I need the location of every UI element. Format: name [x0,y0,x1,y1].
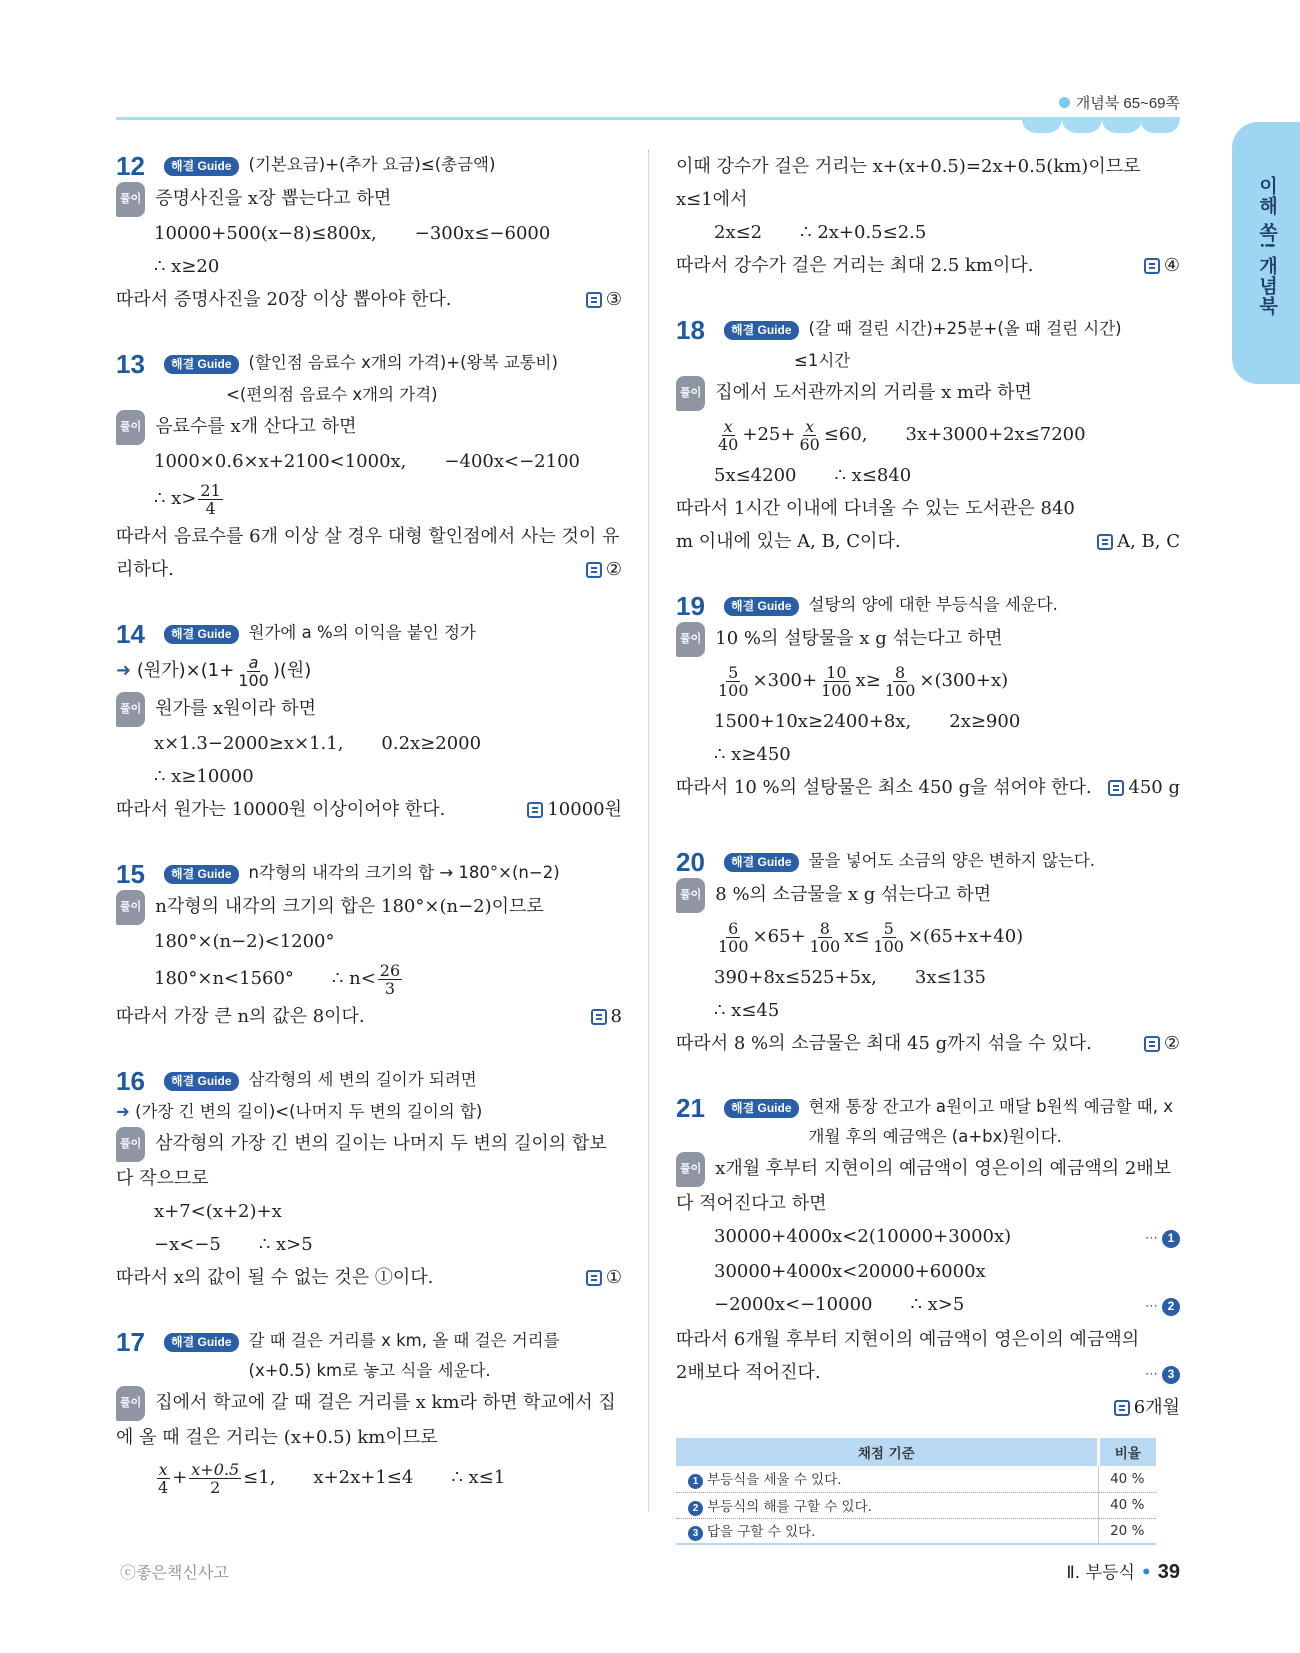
math-line [676,657,1180,705]
answer-value: A, B, C [1117,531,1180,552]
guide-badge: 해결 Guide [164,157,239,176]
math-line [676,1288,1180,1323]
math-text: 0.2x≥2000 [381,733,482,754]
step-mark-3: 3 [1162,1366,1180,1384]
numerator: x [158,1459,168,1479]
math-text: 2x≤2 [714,222,763,243]
solution-badge: 풀이 [676,878,705,913]
numerator: a [248,652,259,672]
page-footer [1066,1558,1180,1584]
left-column [116,150,622,1502]
fraction [819,664,854,699]
header-scallop [1022,119,1062,133]
guide-formula [116,1097,622,1127]
guide-text: 설탕의 양에 대한 부등식을 세운다. [808,595,1058,614]
solution-badge: 풀이 [116,692,145,727]
math-text: 1000×0.6×x+2100<1000x, [154,451,407,472]
step-marker: ⋯ 1 [1145,1220,1180,1255]
math-line [676,411,1180,459]
answer-icon [1144,1036,1160,1052]
answer-value: 8 [610,1006,622,1027]
conclusion-text: 따라서 10 %의 설탕물은 최소 450 g을 섞어야 한다. [676,777,1092,798]
fraction [156,1461,170,1496]
table-row [676,1518,1156,1544]
page-reference [1059,92,1180,113]
numerator: x [805,416,815,436]
math-line: 180°×(n−2)<1200° [154,931,335,952]
answer-icon [586,292,602,308]
separator-dot: • [1140,1563,1152,1583]
answer-row [116,283,622,316]
math-text: 2x≥900 [949,711,1021,732]
denominator: 100 [238,670,269,690]
answer-icon [1144,258,1160,274]
step-mark: 2 [688,1501,703,1516]
numerator: 10 [826,662,847,682]
denominator: 100 [821,680,852,700]
question-number: 13 [116,349,145,379]
math-line: x+7<(x+2)+x [154,1201,282,1222]
guide-text: ≤1시간 [794,351,851,370]
denominator: 100 [718,936,749,956]
solution-text: x개월 후부터 지현이의 예금액이 영은이의 예금액의 2배보다 적어진다고 하면 [676,1158,1172,1214]
arrow-icon: ➜ [116,1102,130,1121]
header-rule [116,117,1180,120]
header-scallop [1102,119,1142,133]
math-text: −2000x<−10000 [714,1294,873,1315]
answer-row [116,793,622,826]
math-line [116,217,622,250]
math-line [676,216,1180,249]
header-scallop [1062,119,1102,133]
answer-row [116,553,622,586]
guide-badge: 해결 Guide [164,1072,239,1091]
answer-row [676,1391,1180,1424]
math-text: +25+ [742,424,796,445]
guide-badge: 해결 Guide [724,1099,799,1118]
ratio-cell: 40 % [1098,1466,1156,1492]
solution-badge: 풀이 [676,622,705,657]
criteria-cell [676,1466,1098,1492]
question-number: 12 [116,151,145,181]
math-text: x≥ [855,670,881,691]
numerator: 8 [819,918,830,938]
math-line [116,1228,622,1261]
math-text: ×300+ [752,670,818,691]
math-text: 5x≤4200 [714,465,797,486]
math-text: ∴ x>5 [258,1234,313,1255]
formula-text: )(원) [272,660,312,681]
question-number: 18 [676,315,705,345]
math-text: ∴ n< [331,968,376,989]
math-text: ≤60, [823,424,868,445]
ratio-cell: 20 % [1098,1518,1156,1544]
question-21-header [676,1092,1180,1152]
denominator: 2 [210,1477,221,1497]
math-line [676,913,1180,961]
solution-text: 집에서 학교에 갈 때 걸은 거리를 x km라 하면 학교에서 집에 올 때 걸은 거리는 (x+0.5) km이므로 [116,1392,616,1448]
fraction [808,920,843,955]
formula-text: (원가)×(1+ [136,660,235,681]
guide-badge: 해결 Guide [724,321,799,340]
numerator: 21 [200,480,221,500]
math-text: 3x+3000+2x≤7200 [905,424,1086,445]
math-line: ∴ x≤45 [714,1000,780,1021]
answer [527,793,622,826]
bullet-icon [1059,97,1070,108]
header-scallop [1140,119,1180,133]
answer [1144,1027,1180,1060]
guide-badge: 해결 Guide [164,355,239,374]
answer [1108,771,1180,804]
math-text: 10000+500(x−8)≤800x, [154,223,377,244]
guide-badge: 해결 Guide [164,865,239,884]
scoring-table [676,1438,1156,1545]
math-text: ∴ x≤1 [451,1467,506,1488]
solution-line [676,1152,1180,1220]
conclusion-text: 따라서 증명사진을 20장 이상 뽑아야 한다. [116,289,452,310]
question-number: 14 [116,619,145,649]
answer-value: ② [605,559,622,580]
solution-badge: 풀이 [116,410,145,445]
math-line: 30000+4000x<20000+6000x [714,1261,986,1282]
guide-text: 현재 통장 잔고가 a원이고 매달 b원씩 예금할 때, x개월 후의 예금액은 (a+bx)원이다. [808,1097,1173,1146]
denominator: 100 [884,680,916,700]
math-line [676,459,1180,492]
solution-text: 증명사진을 x장 뽑는다고 하면 [155,188,392,209]
question-number: 17 [116,1327,145,1357]
math-text: −x<−5 [154,1234,221,1255]
arrow-icon: ➜ [116,660,132,681]
conclusion-text: 따라서 6개월 후부터 지현이의 예금액이 영은이의 예금액의 2배보다 적어진다. [676,1329,1140,1383]
column-divider [648,150,649,1512]
question-number: 16 [116,1066,145,1096]
math-line [676,961,1180,994]
math-text: ∴ x≤840 [834,465,912,486]
answer-icon [1097,534,1113,550]
copyright: ⓒ좋은책신사고 [120,1563,229,1582]
answer [1144,249,1180,282]
answer [591,1000,622,1033]
fraction [716,664,751,699]
denominator: 100 [873,936,904,956]
solution-text: 원가를 x원이라 하면 [155,698,316,719]
question-19-header [676,590,1180,622]
conclusion-text: 따라서 음료수를 6개 이상 살 경우 대형 할인점에서 사는 것이 유리하다. [116,526,620,580]
math-text: ×65+ [752,926,806,947]
fraction [236,654,271,689]
solution-badge: 풀이 [116,890,145,925]
solution-line [116,1386,622,1454]
criteria-text: 부등식을 세울 수 있다. [707,1472,842,1489]
solution-text: n각형의 내각의 크기의 합은 180°×(n−2)이므로 [155,896,544,917]
question-20-header [676,846,1180,878]
step-mark-2: 2 [1162,1298,1180,1316]
table-row [676,1466,1156,1492]
question-17-header [116,1326,622,1386]
page-number: 39 [1157,1561,1180,1583]
fraction [378,962,402,997]
solution-line [116,410,622,445]
denominator: 4 [205,498,216,518]
solution-line [116,692,622,727]
math-text: 30000+4000x<2(10000+3000x) [714,1226,1012,1247]
section-title: Ⅱ. 부등식 [1066,1563,1135,1583]
conclusion-text: 따라서 강수가 걸은 거리는 최대 2.5 km이다. [676,255,1034,276]
math-text: ∴ x> [154,488,197,509]
math-line [116,958,622,1000]
criteria-text: 답을 구할 수 있다. [707,1524,816,1541]
guide-text: 물을 넣어도 소금의 양은 변하지 않는다. [808,851,1096,870]
math-text: 3x≤135 [914,967,986,988]
guide-text: 원가에 a %의 이익을 붙인 정가 [248,623,476,642]
guide-text: 삼각형의 세 변의 길이가 되려면 [248,1070,477,1089]
math-text: 390+8x≤525+5x, [714,967,877,988]
solution-text: 8 %의 소금물을 x g 섞는다고 하면 [715,884,992,905]
guide-formula [116,650,622,692]
right-column [676,150,1180,1545]
step-mark: 1 [688,1474,703,1489]
question-number: 20 [676,847,705,877]
math-line: ∴ x≥10000 [154,766,254,787]
numerator: 8 [895,662,906,682]
guide-badge: 해결 Guide [724,597,799,616]
fraction [716,418,740,453]
math-text: x×1.3−2000≥x×1.1, [154,733,344,754]
ratio-cell: 40 % [1098,1492,1156,1518]
math-text: ∴ x>5 [910,1294,965,1315]
question-14-header [116,618,622,650]
answer-row [676,249,1180,282]
math-text: x+2x+1≤4 [313,1467,414,1488]
numerator: 5 [728,662,739,682]
guide-badge: 해결 Guide [164,1333,239,1352]
conclusion-text: 따라서 1시간 이내에 다녀올 수 있는 도서관은 840 m 이내에 있는 A, B, C이다. [676,498,1075,552]
solution-text: 음료수를 x개 산다고 하면 [155,416,357,437]
solution-text: 삼각형의 가장 긴 변의 길이는 나머지 두 변의 길이의 합보다 작으므로 [116,1133,607,1189]
answer [586,1261,622,1294]
formula-text: (가장 긴 변의 길이)<(나머지 두 변의 길이의 합) [135,1102,483,1121]
guide-badge: 해결 Guide [164,625,239,644]
answer-value: ① [605,1267,622,1288]
solution-line [676,376,1180,411]
scoring-header-criteria: 채점 기준 [676,1438,1098,1466]
solution-text: 10 %의 설탕물을 x g 섞는다고 하면 [715,628,1003,649]
conclusion-text: 따라서 원가는 10000원 이상이어야 한다. [116,799,446,820]
question-12-header [116,150,622,182]
fraction [198,482,222,517]
step-mark-1: 1 [1162,1230,1180,1248]
math-text: −300x≤−6000 [414,223,551,244]
numerator: x+0.5 [191,1459,240,1479]
step-marker: ⋯ 2 [1145,1288,1180,1323]
conclusion-text: 따라서 x의 값이 될 수 없는 것은 ①이다. [116,1267,434,1288]
numerator: 5 [883,918,894,938]
numerator: 26 [379,960,401,980]
step-mark: 3 [688,1526,703,1541]
answer-row [116,1000,622,1033]
side-tab-label: 이해 쏙! 개념북 [1256,176,1277,316]
numerator: 6 [728,918,739,938]
answer-icon [591,1009,607,1025]
answer-icon [1114,1400,1130,1416]
solution-line [116,182,622,217]
guide-text: n각형의 내각의 크기의 합 → 180°×(n−2) [248,863,560,882]
solution-text: 집에서 도서관까지의 거리를 x m라 하면 [715,382,1032,403]
answer [586,283,622,316]
denominator: 4 [158,1477,169,1497]
answer-value: 450 g [1128,777,1180,798]
question-15-header [116,858,622,890]
math-line [116,478,622,520]
math-text: −400x<−2100 [444,451,580,472]
solution-badge: 풀이 [116,182,145,217]
step-marker: ⋯ 3 [1145,1356,1180,1391]
fraction [883,664,918,699]
criteria-text: 부등식의 해를 구할 수 있다. [707,1498,872,1515]
conclusion-text: 따라서 8 %의 소금물은 최대 45 g까지 섞을 수 있다. [676,1033,1092,1054]
fraction [797,418,821,453]
question-16-header [116,1065,622,1097]
question-number: 21 [676,1093,705,1123]
solution-line [676,878,1180,913]
denominator: 100 [809,936,841,956]
answer-icon [586,562,602,578]
guide-text: (할인점 음료수 x개의 가격)+(왕복 교통비) [248,353,558,372]
solution-badge: 풀이 [676,376,705,411]
math-line: ∴ x≥20 [154,256,220,277]
fraction [871,920,906,955]
answer-value: 6개월 [1133,1397,1180,1418]
guide-text: (갈 때 걸린 시간)+25분+(올 때 걸린 시간) [808,319,1122,338]
math-text: 180°×n<1560° [154,968,294,989]
criteria-cell [676,1518,1098,1544]
answer-row [116,1261,622,1294]
guide-badge: 해결 Guide [724,853,799,872]
denominator: 60 [799,434,820,454]
answer-value: ④ [1163,255,1180,276]
math-line [676,1220,1180,1255]
table-row [676,1492,1156,1518]
math-text: x≤ [844,926,870,947]
answer-value: 10000원 [547,799,622,820]
math-line: $\frac{x}{4}$ + $\frac{x+0.5}{2}$ ≤1, x+2x+1≤4 ∴ x≤1 [158,1459,506,1497]
answer-value: ② [1163,1033,1180,1054]
math-line [116,445,622,478]
answer [1097,525,1180,558]
question-18-header [676,314,1180,346]
criteria-cell [676,1492,1098,1518]
answer-row [676,771,1180,804]
fraction [716,920,751,955]
math-text: 1500+10x≥2400+8x, [714,711,912,732]
answer [1114,1391,1180,1424]
continued-text: 이때 강수가 걸은 거리는 x+(x+0.5)=2x+0.5(km)이므로 [676,156,1141,177]
solution-badge: 풀이 [116,1127,145,1162]
denominator: 100 [718,680,749,700]
numerator: x [723,416,733,436]
solution-badge: 풀이 [676,1152,705,1187]
question-number: 19 [676,591,705,621]
denominator: 40 [718,434,739,454]
continued-text: x≤1에서 [676,189,748,210]
math-text: ≤1, [243,1467,276,1488]
page-reference-text: 개념북 65~69쪽 [1075,95,1180,112]
solution-line [116,890,622,925]
denominator: 3 [384,978,396,998]
guide-text: 갈 때 걸은 거리를 x km, 올 때 걸은 거리를 (x+0.5) km로 놓고 식을 세운다. [248,1331,560,1380]
guide-text: (기본요금)+(추가 요금)≤(총금액) [248,155,496,174]
guide-text: <(편의점 음료수 x개의 가격) [226,385,438,404]
answer-icon [527,802,543,818]
solution-line [116,1127,622,1195]
solution-line [676,622,1180,657]
math-text: ×(65+x+40) [907,926,1024,947]
math-line: ∴ x≥450 [714,744,791,765]
solution-badge: 풀이 [116,1386,145,1421]
conclusion-text: 따라서 가장 큰 n의 값은 8이다. [116,1006,365,1027]
answer-row [676,1027,1180,1060]
math-line [676,705,1180,738]
math-text: ∴ 2x+0.5≤2.5 [800,222,927,243]
question-13-header [116,348,622,380]
math-line [116,727,622,760]
math-text: ×(300+x) [919,670,1009,691]
question-number: 15 [116,859,145,889]
answer-icon [586,1270,602,1286]
scoring-header-ratio: 비율 [1098,1438,1156,1466]
answer-value: ③ [605,289,622,310]
answer-icon [1108,780,1124,796]
answer [586,553,622,586]
fraction [189,1461,241,1496]
